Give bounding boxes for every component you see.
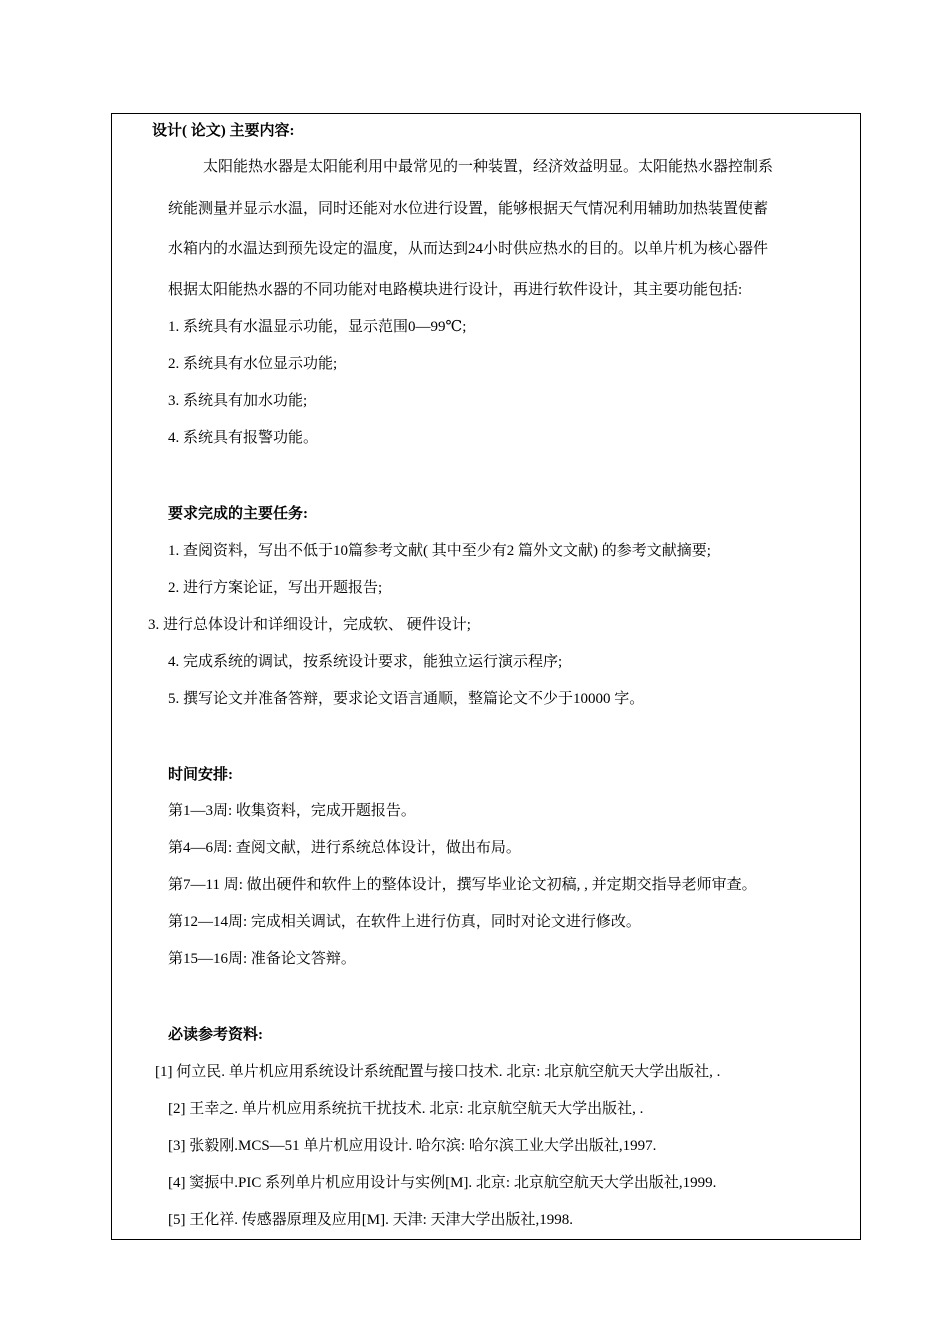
reference-item: [2] 王幸之. 单片机应用系统抗干扰技术. 北京: 北京航空航天大学出版社, .: [168, 1101, 644, 1117]
schedule-heading: 时间安排:: [168, 767, 233, 783]
schedule-item: 第12—14周: 完成相关调试，在软件上进行仿真，同时对论文进行修改。: [168, 914, 641, 930]
function-item: 2. 系统具有水位显示功能;: [168, 356, 338, 372]
reference-item: [4] 窦振中.PIC 系列单片机应用设计与实例[M]. 北京: 北京航空航天大学出版社,1999.: [168, 1175, 717, 1191]
task-item: 4. 完成系统的调试，按系统设计要求，能独立运行演示程序;: [168, 654, 563, 670]
paragraph-line: 太阳能热水器是太阳能利用中最常见的一种装置，经济效益明显。太阳能热水器控制系: [203, 159, 774, 175]
schedule-item: 第4—6周: 查阅文献，进行系统总体设计，做出布局。: [168, 840, 521, 856]
function-item: 3. 系统具有加水功能;: [168, 393, 308, 409]
reference-item: [1] 何立民. 单片机应用系统设计系统配置与接口技术. 北京: 北京航空航天大学出版社, .: [155, 1064, 721, 1080]
main-content-heading: 设计( 论文) 主要内容:: [152, 123, 295, 139]
task-item: 2. 进行方案论证，写出开题报告;: [168, 580, 383, 596]
task-item: 5. 撰写论文并准备答辩，要求论文语言通顺，整篇论文不少于10000 字。: [168, 691, 645, 707]
paragraph-line: 统能测量并显示水温，同时还能对水位进行设置，能够根据天气情况利用辅助加热装置使蓄: [168, 201, 769, 217]
function-item: 4. 系统具有报警功能。: [168, 430, 319, 446]
function-item: 1. 系统具有水温显示功能，显示范围0—99℃;: [168, 319, 467, 335]
schedule-item: 第15—16周: 准备论文答辩。: [168, 951, 356, 967]
task-item: 3. 进行总体设计和详细设计，完成软、 硬件设计;: [148, 617, 471, 633]
schedule-item: 第7—11 周: 做出硬件和软件上的整体设计，撰写毕业论文初稿, , 并定期交指导老师审查。: [168, 877, 757, 893]
references-heading: 必读参考资料:: [168, 1027, 263, 1043]
schedule-item: 第1—3周: 收集资料，完成开题报告。: [168, 803, 416, 819]
reference-item: [5] 王化祥. 传感器原理及应用[M]. 天津: 天津大学出版社,1998.: [168, 1212, 573, 1228]
task-item: 1. 查阅资料，写出不低于10篇参考文献( 其中至少有2 篇外文文献) 的参考文献摘要;: [168, 543, 711, 559]
paragraph-line: 根据太阳能热水器的不同功能对电路模块进行设计，再进行软件设计，其主要功能包括:: [168, 282, 743, 298]
tasks-heading: 要求完成的主要任务:: [168, 506, 308, 522]
paragraph-line: 水箱内的水温达到预先设定的温度，从而达到24小时供应热水的目的。以单片机为核心器件: [168, 241, 769, 257]
reference-item: [3] 张毅刚.MCS—51 单片机应用设计. 哈尔滨: 哈尔滨工业大学出版社,1997.: [168, 1138, 657, 1154]
